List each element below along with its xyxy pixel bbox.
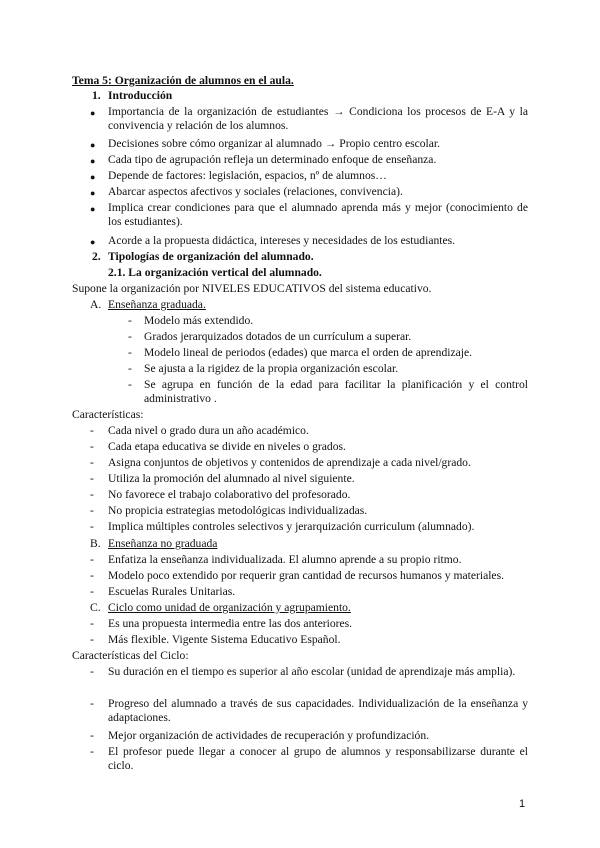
list-item: No propicia estrategias metodológicas individualizadas.	[108, 504, 368, 517]
dash-icon: -	[90, 633, 94, 646]
dash-icon: -	[128, 378, 132, 391]
list-item: Implica múltiples controles selectivos y jerarquización curriculum (alumnado).	[108, 520, 475, 533]
subsection-title: Enseñanza graduada.	[108, 298, 206, 311]
dash-icon: -	[90, 440, 94, 453]
dash-icon: -	[90, 553, 94, 566]
dash-icon: -	[128, 346, 132, 359]
list-item: Es una propuesta intermedia entre las dos anteriores.	[108, 617, 353, 630]
list-letter: C.	[90, 601, 101, 614]
list-item: Importancia de la organización de estudiantes → Condiciona los procesos de E-A y la convivencia y relación de los alumnos.	[108, 105, 528, 132]
bullet-icon: ●	[90, 172, 96, 182]
section-heading: Tipologías de organización del alumnado.	[108, 250, 314, 263]
bullet-icon: ●	[90, 204, 96, 214]
list-item: Modelo poco extendido por requerir gran cantidad de recursos humanos y materiales.	[108, 569, 504, 582]
list-item: Se agrupa en función de la edad para facilitar la planificación y el control administrativo .	[144, 378, 528, 405]
characteristics-label: Características:	[72, 408, 144, 421]
list-item: Escuelas Rurales Unitarias.	[108, 585, 236, 598]
dash-icon: -	[90, 424, 94, 437]
dash-icon: -	[90, 665, 94, 678]
dash-icon: -	[90, 729, 94, 742]
dash-icon: -	[90, 585, 94, 598]
dash-icon: -	[90, 617, 94, 630]
section-heading: Introducción	[108, 89, 173, 102]
dash-icon: -	[90, 745, 94, 758]
dash-icon: -	[90, 569, 94, 582]
list-item: Depende de factores: legislación, espacios, nº de alumnos…	[108, 169, 387, 182]
list-item: Grados jerarquizados dotados de un currículum a superar.	[144, 330, 412, 343]
dash-icon: -	[90, 488, 94, 501]
subsection-title: Enseñanza no graduada	[108, 537, 218, 550]
list-letter: B.	[90, 537, 101, 550]
list-item: Decisiones sobre cómo organizar al alumnado → Propio centro escolar.	[108, 137, 441, 150]
dash-icon: -	[128, 330, 132, 343]
list-item: Progreso del alumnado a través de sus capacidades. Individualización de la enseñanza y adaptaciones.	[108, 697, 528, 724]
dash-icon: -	[90, 504, 94, 517]
list-item: Cada nivel o grado dura un año académico.	[108, 424, 309, 437]
bullet-icon: ●	[90, 156, 96, 166]
list-item: Modelo más extendido.	[144, 314, 254, 327]
list-item: Acorde a la propuesta didáctica, intereses y necesidades de los estudiantes.	[108, 234, 456, 247]
list-item: Modelo lineal de periodos (edades) que marca el orden de aprendizaje.	[144, 346, 473, 359]
list-item: Utiliza la promoción del alumnado al nivel siguiente.	[108, 472, 355, 485]
list-item: Implica crear condiciones para que el alumnado aprenda más y mejor (conocimiento de los estudiantes).	[108, 201, 528, 228]
list-item: El profesor puede llegar a conocer al grupo de alumnos y responsabilizarse durante el ciclo.	[108, 745, 528, 772]
document-title: Tema 5: Organización de alumnos en el aula.	[72, 74, 294, 87]
dash-icon: -	[90, 697, 94, 710]
dash-icon: -	[90, 456, 94, 469]
list-item: Asigna conjuntos de objetivos y contenidos de aprendizaje a cada nivel/grado.	[108, 456, 471, 469]
dash-icon: -	[128, 362, 132, 375]
list-item: Abarcar aspectos afectivos y sociales (relaciones, convivencia).	[108, 185, 403, 198]
list-item: Cada etapa educativa se divide en niveles o grados.	[108, 440, 346, 453]
page-number: 1	[519, 798, 526, 810]
list-item: No favorece el trabajo colaborativo del profesorado.	[108, 488, 351, 501]
bullet-icon: ●	[90, 140, 96, 150]
list-item: Cada tipo de agrupación refleja un determinado enfoque de enseñanza.	[108, 153, 437, 166]
section-number: 2.	[92, 250, 101, 263]
list-item: Enfatiza la enseñanza individualizada. El alumno aprende a su propio ritmo.	[108, 553, 462, 566]
list-item: Más flexible. Vigente Sistema Educativo Español.	[108, 633, 341, 646]
dash-icon: -	[90, 472, 94, 485]
list-item: Mejor organización de actividades de recuperación y profundización.	[108, 729, 430, 742]
list-item: Se ajusta a la rigidez de la propia organización escolar.	[144, 362, 399, 375]
bullet-icon: ●	[90, 237, 96, 247]
bullet-icon: ●	[90, 108, 96, 118]
subsection-heading: 2.1. La organización vertical del alumnado.	[108, 266, 322, 279]
list-letter: A.	[90, 298, 102, 311]
bullet-icon: ●	[90, 188, 96, 198]
dash-icon: -	[128, 314, 132, 327]
characteristics-label: Características del Ciclo:	[72, 649, 189, 662]
list-item: Su duración en el tiempo es superior al año escolar (unidad de aprendizaje más amplia).	[108, 665, 516, 678]
subsection-title: Ciclo como unidad de organización y agrupamiento.	[108, 601, 351, 614]
intro-paragraph: Supone la organización por NIVELES EDUCATIVOS del sistema educativo.	[72, 282, 432, 295]
dash-icon: -	[90, 520, 94, 533]
section-number: 1.	[92, 89, 101, 102]
